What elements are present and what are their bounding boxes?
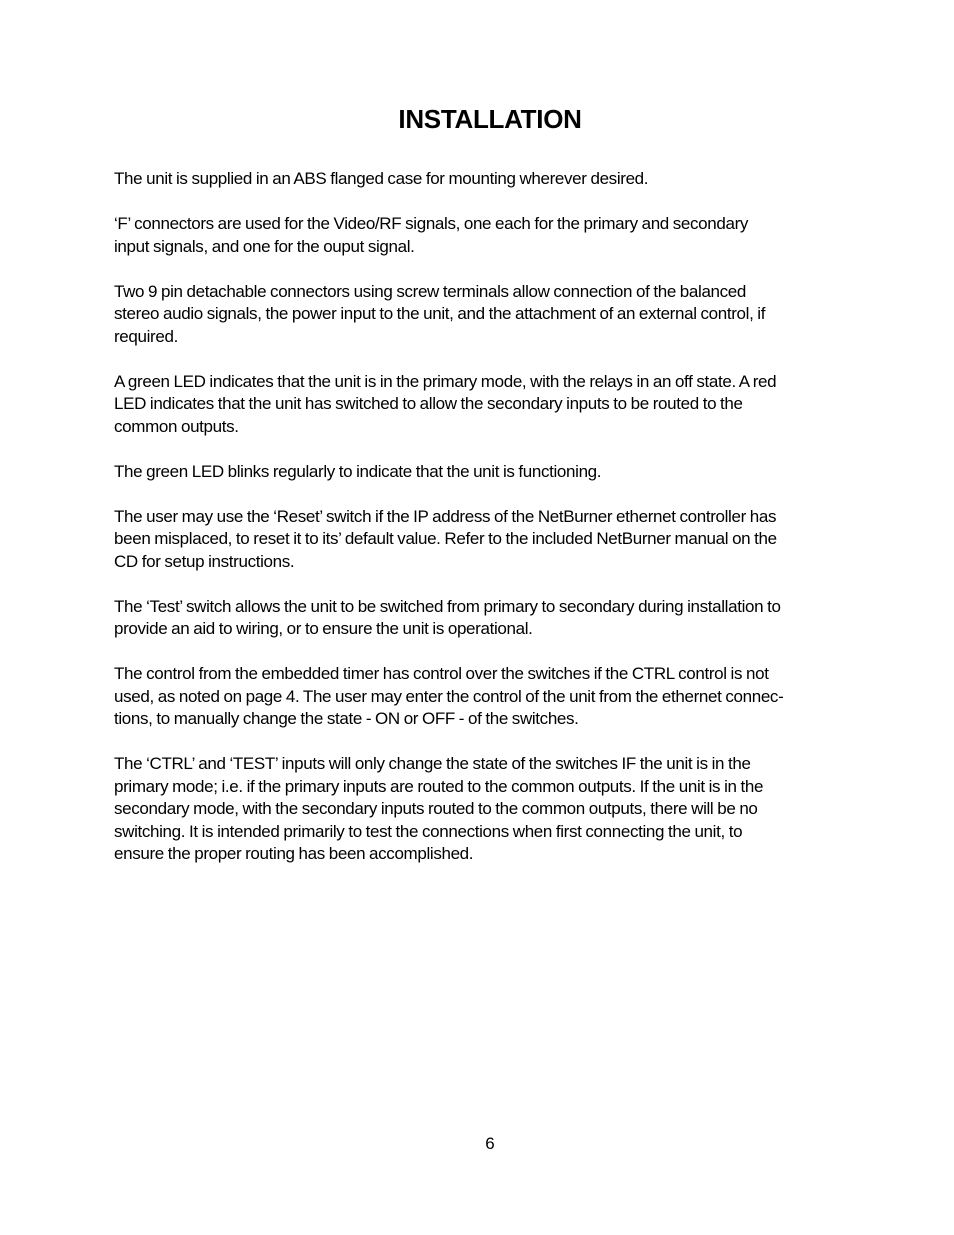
text-line: tions, to manually change the state - ON or OFF - of the switches.: [114, 709, 579, 728]
paragraph: [114, 596, 874, 641]
text-line: input signals, and one for the ouput signal.: [114, 236, 415, 256]
text-line: been misplaced, to reset it to its’ default value. Refer to the included NetBurner manual on the: [114, 529, 777, 548]
text-line: CD for setup instructions.: [114, 551, 295, 571]
text-line: The green LED blinks regularly to indicate that the unit is functioning.: [114, 461, 602, 481]
paragraph: [114, 461, 874, 484]
text-line: required.: [114, 326, 178, 346]
paragraph: [114, 753, 874, 866]
text-line: secondary mode, with the secondary inputs routed to the common outputs, there will be no: [114, 799, 758, 818]
text-line: The unit is supplied in an ABS flanged case for mounting wherever desired.: [114, 169, 649, 188]
text-line: ‘F’ connectors are used for the Video/RF signals, one each for the primary and secondary: [114, 214, 749, 233]
text-line: LED indicates that the unit has switched to allow the secondary inputs to be routed to the: [114, 394, 743, 413]
paragraph: [114, 281, 874, 349]
text-line: switching. It is intended primarily to test the connections when first connecting the unit, to: [114, 821, 743, 841]
text-line: The ‘CTRL’ and ‘TEST’ inputs will only change the state of the switches IF the unit is in the: [114, 754, 751, 773]
paragraph: [114, 663, 874, 731]
body-text: [114, 168, 874, 888]
text-line: provide an aid to wiring, or to ensure the unit is operational.: [114, 619, 533, 638]
paragraph: [114, 506, 874, 574]
paragraph: [114, 168, 874, 191]
text-line: Two 9 pin detachable connectors using screw terminals allow connection of the balanced: [114, 281, 747, 301]
page-number: 6: [485, 1134, 495, 1153]
text-line: stereo audio signals, the power input to the unit, and the attachment of an external control, if: [114, 304, 766, 323]
text-line: common outputs.: [114, 416, 239, 436]
text-line: used, as noted on page 4. The user may enter the control of the unit from the ethernet connec-: [114, 686, 784, 706]
paragraph: [114, 371, 874, 439]
text-line: The ‘Test’ switch allows the unit to be switched from primary to secondary during installation to: [114, 596, 781, 616]
text-line: primary mode; i.e. if the primary inputs are routed to the common outputs. If the unit is in the: [114, 776, 764, 796]
text-line: A green LED indicates that the unit is in the primary mode, with the relays in an off state. A red: [114, 371, 777, 391]
text-line: ensure the proper routing has been accomplished.: [114, 844, 474, 863]
paragraph: [114, 213, 874, 258]
text-line: The user may use the ‘Reset’ switch if the IP address of the NetBurner ethernet controller has: [114, 506, 777, 526]
page-title: INSTALLATION: [398, 104, 582, 135]
text-line: The control from the embedded timer has control over the switches if the CTRL control is not: [114, 664, 769, 683]
